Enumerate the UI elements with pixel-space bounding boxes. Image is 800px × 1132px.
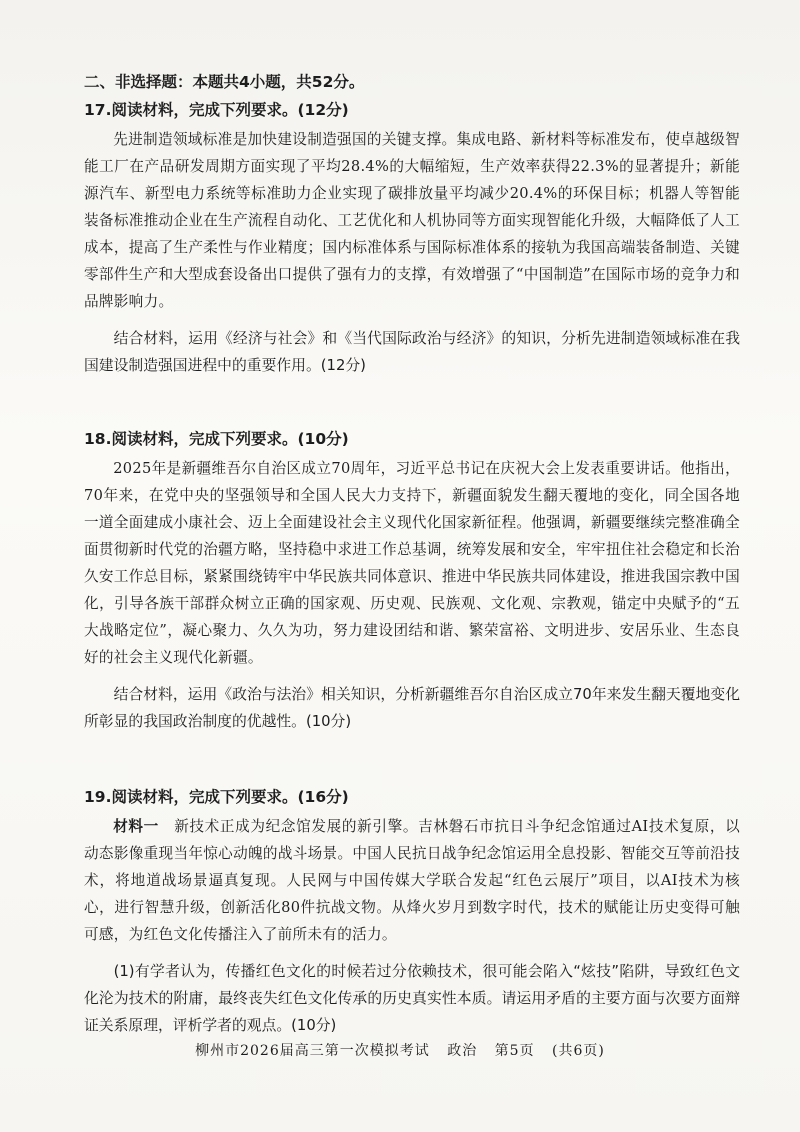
q19-title: 19.阅读材料，完成下列要求。(16分) bbox=[84, 788, 349, 806]
q17-task: 结合材料，运用《经济与社会》和《当代国际政治与经济》的知识，分析先进制造领域标准在我国建设制造强国进程中的重要作用。(12分) bbox=[84, 330, 740, 374]
footer-exam: 柳州市2026届高三第一次模拟考试 bbox=[195, 1043, 430, 1059]
footer-page: 第5页 bbox=[494, 1043, 535, 1059]
question-19 bbox=[84, 785, 740, 1039]
q18-material: 2025年是新疆维吾尔自治区成立70周年，习近平总书记在庆祝大会上发表重要讲话。他指出，70年来，在党中央的坚强领导和全国人民大力支持下，新疆面貌发生翻天覆地的变化，同全国各地一道全面建成小康社会、迈上全面建设社会主义现代化国家新征程。他强调，新疆要继续完整准确全面贯彻新时代党的治疆方略，坚持稳中求进工作总基调，统筹发展和安全，牢牢扭住社会稳定和长治久安工作总目标，紧紧围绕铸牢中华民族共同体意识、推进中华民族共同体建设，推进我国宗教中国化，引导各族干部群众树立正确的国家观、历史观、民族观、文化观、宗教观，锚定中央赋予的“五大战略定位”，凝心聚力、久久为功，努力建设团结和谐、繁荣富裕、文明进步、安居乐业、生态良好的社会主义现代化新疆。 bbox=[84, 460, 740, 666]
q19-material bbox=[84, 813, 740, 948]
q17-title: 17.阅读材料，完成下列要求。(12分) bbox=[84, 101, 349, 119]
q19-material-text: 新技术正成为纪念馆发展的新引擎。吉林磐石市抗日斗争纪念馆通过AI技术复原，以动态影像重现当年惊心动魄的战斗场景。中国人民抗日战争纪念馆运用全息投影、智能交互等前沿技术，将地道战场景逼真复现。人民网与中国传媒大学联合发起“红色云展厅”项目，以AI技术为核心，进行智慧升级，创新活化80件抗战文物。从烽火岁月到数字时代，技术的赋能让历史变得可触可感，为红色文化传播注入了前所未有的活力。 bbox=[84, 818, 740, 943]
q18-task: 结合材料，运用《政治与法治》相关知识，分析新疆维吾尔自治区成立70年来发生翻天覆地变化所彰显的我国政治制度的优越性。(10分) bbox=[84, 686, 740, 730]
q19-material-label: 材料一 bbox=[113, 818, 159, 835]
section-header: 二、非选择题：本题共4小题，共52分。 bbox=[84, 73, 365, 91]
footer-subject: 政治 bbox=[447, 1043, 478, 1059]
question-17 bbox=[84, 98, 740, 379]
page-footer bbox=[0, 1040, 800, 1060]
question-18 bbox=[84, 427, 740, 735]
footer-total: (共6页) bbox=[552, 1043, 605, 1059]
q18-title: 18.阅读材料，完成下列要求。(10分) bbox=[84, 430, 349, 448]
q17-material: 先进制造领域标准是加快建设制造强国的关键支撑。集成电路、新材料等标准发布，使卓越级智能工厂在产品研发周期方面实现了平均28.4%的大幅缩短，生产效率获得22.3%的显著提升；新能源汽车、新型电力系统等标准助力企业实现了碳排放量平均减少20.4%的环保目标；机器人等智能装备标准推动企业在生产流程自动化、工艺优化和人机协同等方面实现智能化升级，大幅降低了人工成本，提高了生产柔性与作业精度；国内标准体系与国际标准体系的接轨为我国高端装备制造、关键零部件生产和大型成套设备出口提供了强有力的支撑，有效增强了“中国制造”在国际市场的竞争力和品牌影响力。 bbox=[84, 131, 740, 310]
q19-task: (1)有学者认为，传播红色文化的时候若过分依赖技术，很可能会陷入“炫技”陷阱，导致红色文化沦为技术的附庸，最终丧失红色文化传承的历史真实性本质。请运用矛盾的主要方面与次要方面辩证关系原理，评析学者的观点。(10分) bbox=[84, 963, 740, 1034]
